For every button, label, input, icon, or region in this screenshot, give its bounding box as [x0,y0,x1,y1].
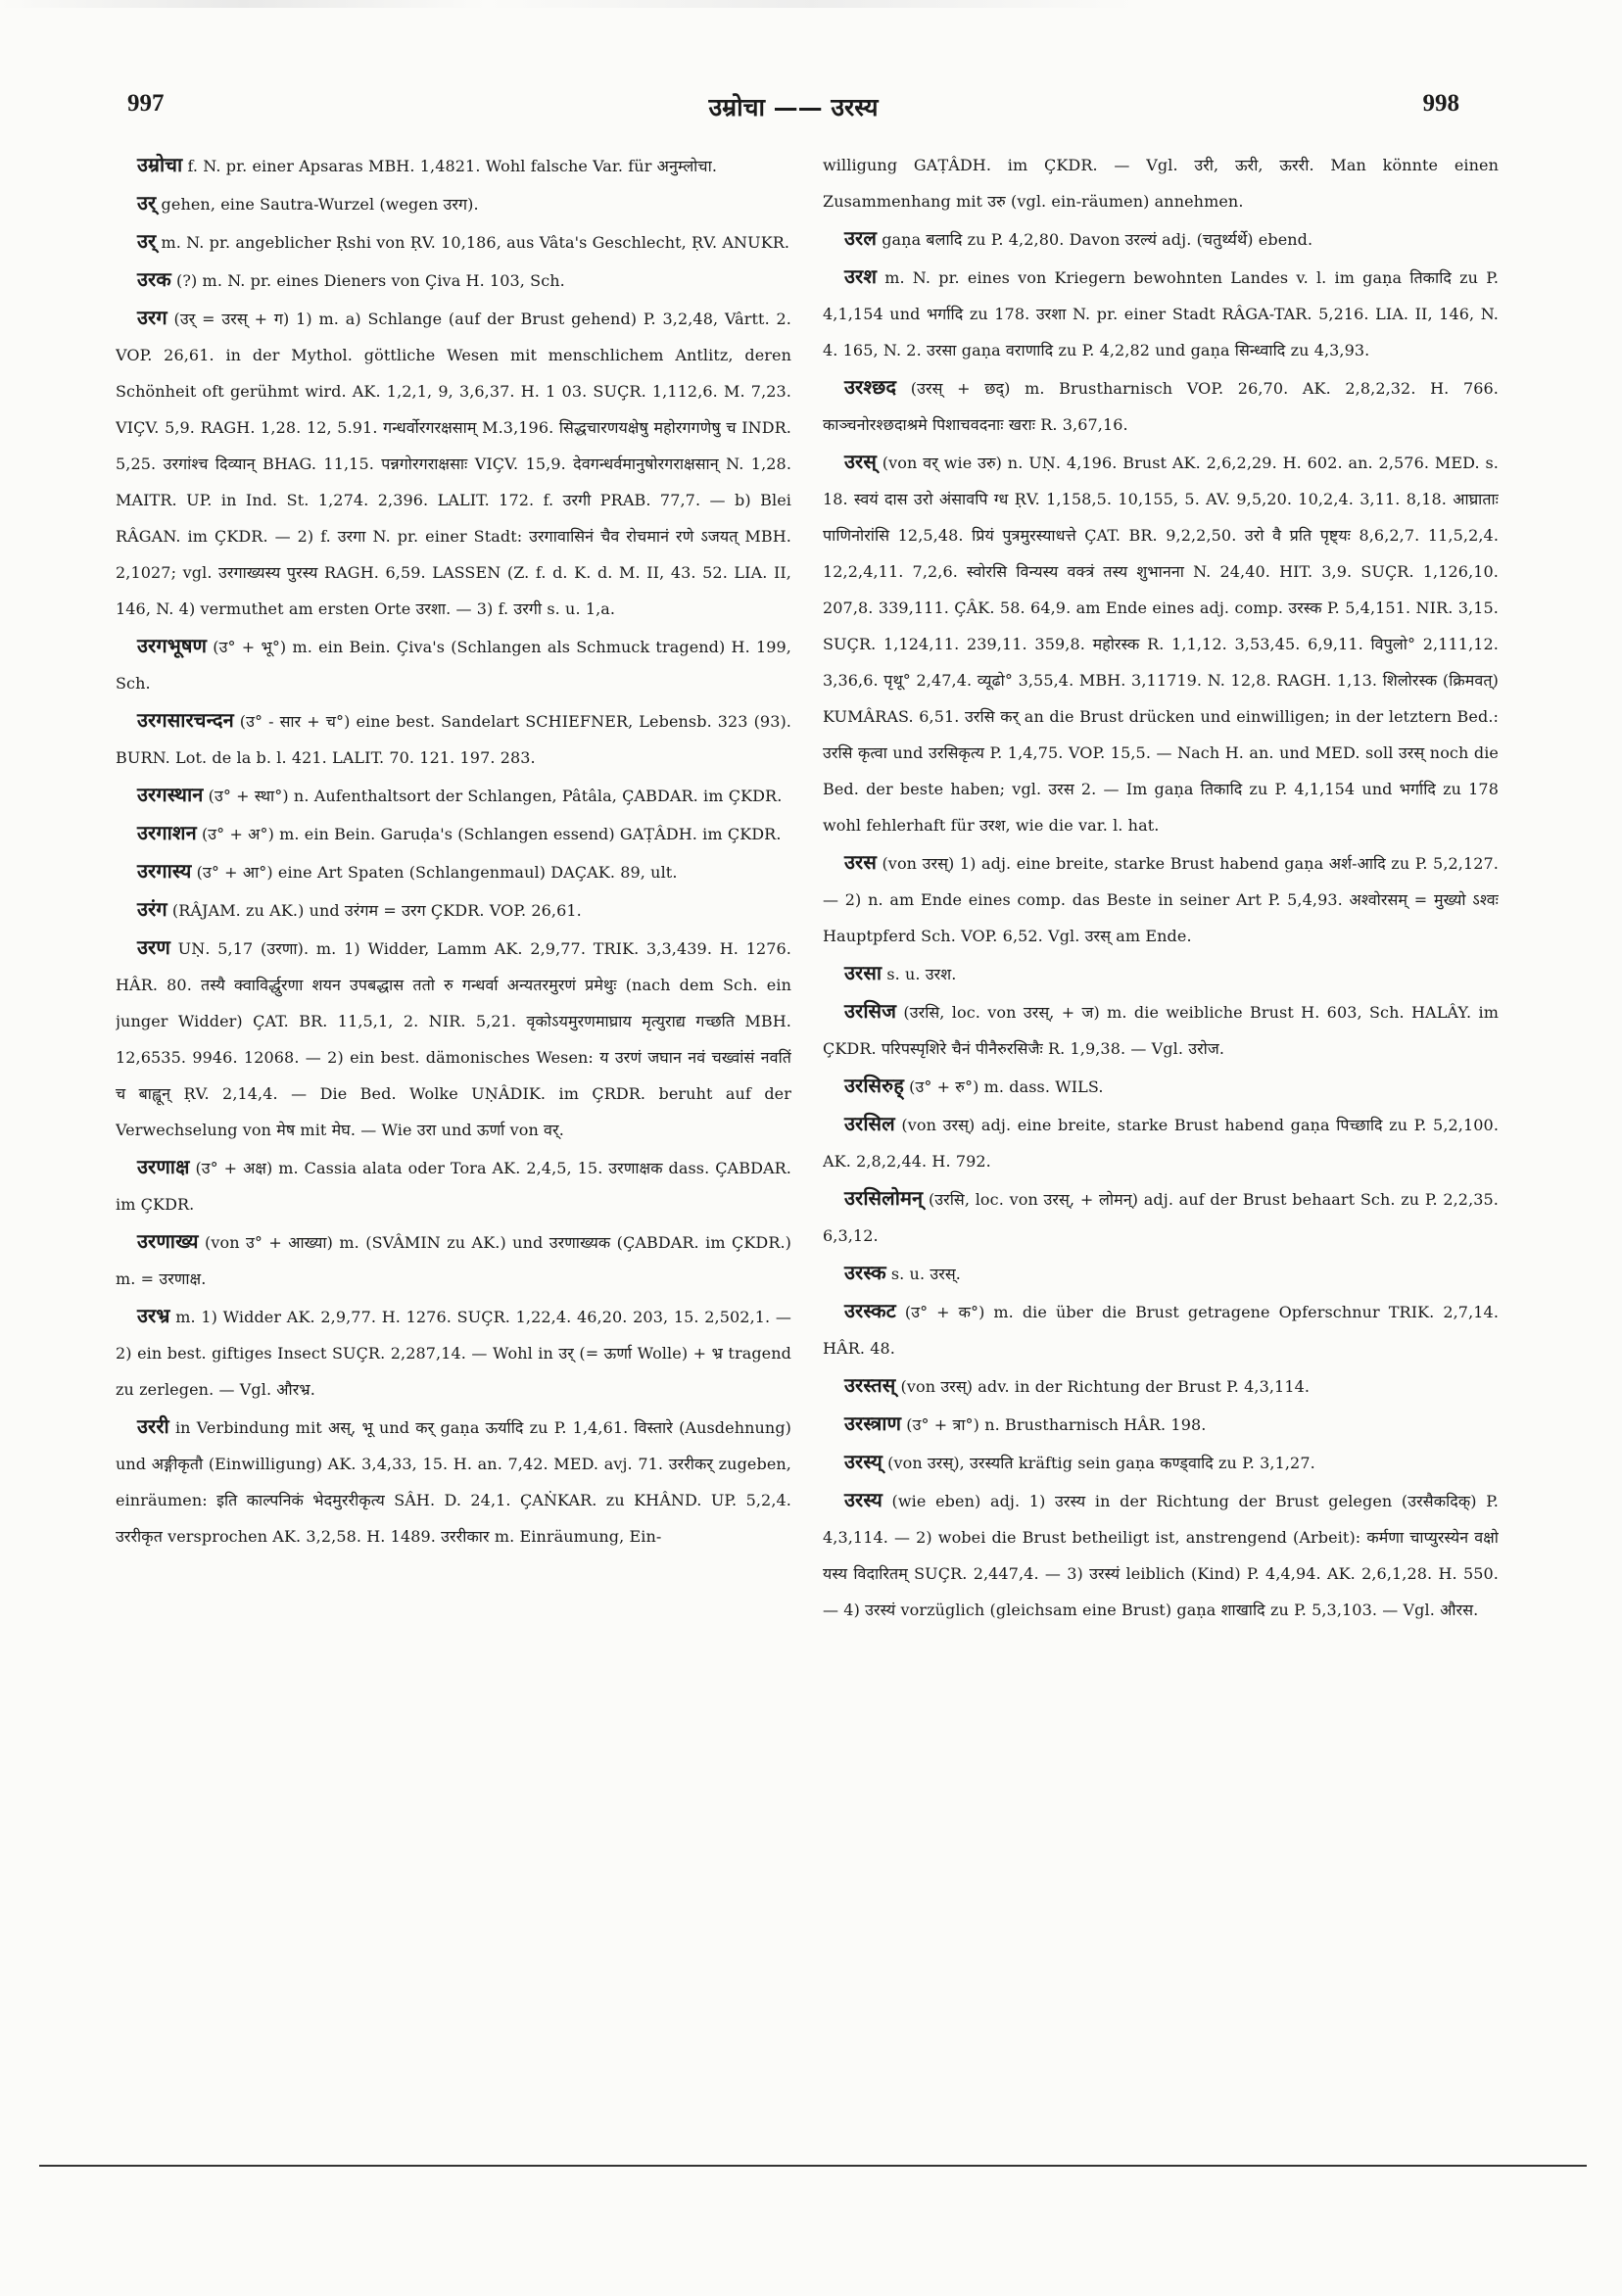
entry-text: (उ° + त्रा°) n. Brustharnisch HÂR. 198. [906,1415,1207,1434]
dictionary-entry [823,1444,1499,1481]
entry-headword: उरसिज [844,999,897,1023]
entry-headword: उरल [844,226,877,250]
entry-text: (von उ° + आख्या) m. (SVÂMIN zu AK.) und उरणाख्यक (ÇABDAR. im ÇKDR.) m. = उरणाक्ष. [116,1233,791,1288]
entry-text: (उर् = उरस् + ग) 1) m. a) Schlange (auf der Brust gehend) P. 3,2,48, Vârtt. 2. VOP. 26,61. in der Mythol. göttliche Wesen mit menschlichem Antlitz, deren Schönheit oft gerühmt wird. AK. 1,2,1, 9, 3,6,37. H. 1 03. SUÇR. 1,112,6. M. 7,23. VIÇV. 5,9. RAGH. 1,28. 12, 5.91. गन्धर्वोरगरक्षसाम् M.3,196. सिद्धचारणयक्षेषु महोरगगणेषु च INDR. 5,25. उरगांश्च दिव्यान् BHAG. 11,15. पन्नगोरगराक्षसाः VIÇV. 15,9. देवगन्धर्वमानुषोरगराक्षसान् N. 1,28. MAITR. UP. in Ind. St. 1,274. 2,396. LALIT. 172. f. उरगी PRAB. 77,7. — b) Blei RÂGAN. im ÇKDR. — 2) f. उरगा N. pr. einer Stadt: उरगावासिनं चैव रोचमानं रणे ऽजयत् MBH. 2,1027; vgl. उरगाख्यस्य पुरस्य RAGH. 6,59. LASSEN (Z. f. d. K. d. M. II, 43. 52. LIA. II, 146, N. 4) vermuthet am ersten Orte उरशा. — 3) f. उरगी s. u. 1,a. [116,310,791,618]
entry-text: (उ° + आ°) eine Art Spaten (Schlangenmaul) DAÇAK. 89, ult. [196,863,678,882]
entry-text: m. 1) Widder AK. 2,9,77. H. 1276. SUÇR. 1,22,4. 46,20. 203, 15. 2,502,1. — 2) ein best. giftiges Insect SUÇR. 2,287,14. — Wohl in उर् (= ऊर्णा Wolle) + भ्र tragend zu zerlegen. — Vgl. औरभ्र. [116,1308,791,1399]
dictionary-entry [116,185,791,222]
entry-headword: उरभ्र [137,1304,170,1327]
entry-headword: उरगस्थान [137,783,204,806]
dictionary-entry [823,955,1499,992]
dictionary-entry [823,1255,1499,1292]
entry-headword: उरस् [844,450,877,473]
left-column [116,147,791,2126]
dictionary-entry [823,993,1499,1067]
dictionary-entry [823,147,1499,219]
entry-text: (von उरस्) adj. eine breite, starke Brust habend gaṇa पिच्छादि zu P. 5,2,100. AK. 2,8,2,44. H. 792. [823,1116,1499,1171]
right-column [823,147,1499,2126]
entry-text: gaṇa बलादि zu P. 4,2,80. Davon उरल्यं adj. (चतुर्थ्यर्थे) ebend. [882,230,1313,249]
entry-text: (उरसि, loc. von उरस्, + लोमन्) adj. auf der Brust behaart Sch. zu P. 2,2,35. 6,3,12. [823,1190,1499,1245]
entry-text: s. u. उरश. [886,965,957,983]
entry-text: (उ° + रु°) m. dass. WILS. [909,1077,1104,1096]
entry-text: m. N. pr. angeblicher Ṛshi von ṚV. 10,186, aus Vâta's Geschlecht, ṚV. ANUKR. [161,233,790,252]
entry-text: s. u. उरस्. [890,1265,961,1283]
dictionary-entry [116,815,791,852]
dictionary-entry [823,259,1499,368]
entry-text: f. N. pr. einer Apsaras MBH. 1,4821. Wohl falsche Var. für अनुम्लोचा. [187,157,718,175]
dictionary-entry [823,1180,1499,1254]
right-page-number: 998 [1422,90,1459,117]
dictionary-entry [823,1106,1499,1179]
dictionary-entry [823,844,1499,954]
entry-headword: उरणाक्ष [137,1155,190,1178]
entry-headword: उरगाशन [137,821,197,844]
dictionary-entry [823,1068,1499,1105]
footer-rule [39,2165,1587,2167]
entry-text: (उ° + स्था°) n. Aufenthaltsort der Schlangen, Pâtâla, ÇABDAR. im ÇKDR. [208,787,783,805]
entry-headword: उरसिरुह् [844,1074,904,1097]
entry-headword: उर् [137,191,157,215]
entry-text: (उ° + अ°) m. ein Bein. Garuḍa's (Schlangen essend) GAṬÂDH. im ÇKDR. [201,825,782,843]
entry-headword: उरसा [844,961,883,984]
dictionary-entry [823,1406,1499,1443]
dictionary-entry [116,262,791,299]
entry-headword: उरगसारचन्दन [137,708,234,732]
left-page-number: 997 [127,90,165,117]
dictionary-entry [823,1367,1499,1405]
dictionary-entry [823,444,1499,843]
entry-headword: उरस्य [844,1488,883,1511]
dictionary-entry [116,891,791,929]
dictionary-entry [116,223,791,261]
entry-headword: उम्रोचा [137,153,183,176]
entry-text: (RÂJAM. zu AK.) und उरंगम = उरग ÇKDR. VOP. 26,61. [171,901,582,920]
entry-headword: उरस [844,850,877,874]
running-head: उम्रोचा —— उरस्य [708,93,879,121]
dictionary-entry [823,1482,1499,1628]
entry-text: (उ° + भू°) m. ein Bein. Çiva's (Schlangen als Schmuck tragend) H. 199, Sch. [116,638,791,693]
dictionary-entry [116,777,791,814]
entry-text: (?) m. N. pr. eines Dieners von Çiva H. 103, Sch. [176,271,565,290]
entry-headword: उरस्त्राण [844,1411,902,1435]
entry-text: (von उरस्), उरस्यति kräftig sein gaṇa कण्ड्वादि zu P. 3,1,27. [887,1454,1315,1472]
entry-headword: उरश्छद [844,375,897,399]
dictionary-entry [823,1293,1499,1366]
entry-text: (von उरस्) adv. in der Richtung der Brust P. 4,3,114. [900,1377,1311,1396]
entry-text: (von उरस्) 1) adj. eine breite, starke Brust habend gaṇa अर्श-आदि zu P. 5,2,127. — 2) n. am Ende eines comp. das Beste in seiner Art P. 5,4,93. अश्वोरसम् = मुख्यो ऽश्वः Hauptpferd Sch. VOP. 6,52. Vgl. उरस् am Ende. [823,854,1499,945]
entry-text: (von वर् wie उरु) n. UṆ. 4,196. Brust AK. 2,6,2,29. H. 602. an. 2,576. MED. s. 18. स्वयं दास उरो अंसावपि ग्ध ṚV. 1,158,5. 10,155, 5. AV. 9,5,20. 10,2,4. 3,11. 8,18. आघ्राताः पाणिनोरांसि 12,5,48. प्रियं पुत्रमुरस्याधत्ते ÇAT. BR. 9,2,2,50. उरो वै प्रति पृष्ट्यः 8,6,2,7. 11,5,2,4. 12,2,4,11. 7,2,6. स्वोरसि विन्यस्य वक्त्रं तस्य शुभानना N. 24,40. HIT. 3,9. SUÇR. 1,126,10. 207,8. 339,111. ÇÂK. 58. 64,9. am Ende eines adj. comp. उरस्क P. 5,4,151. NIR. 3,15. SUÇR. 1,124,11. 239,11. 359,8. महोरस्क R. 1,1,12. 3,53,45. 6,9,11. विपुलो° 2,111,12. 3,36,6. पृथू° 2,47,4. व्यूढो° 3,55,4. MBH. 3,11719. N. 12,8. RAGH. 1,13. शिलोरस्क (क्रिमवत्) KUMÂRAS. 6,51. उरसि कर् an die Brust drücken und einwilligen; in der letztern Bed.: उरसि कृत्वा und उरसिकृत्य P. 1,4,75. VOP. 15,5. — Nach H. an. und MED. soll उरस् noch die Bed. der beste haben; vgl. उरस 2. — Im gaṇa तिकादि zu P. 4,1,154 und भर्गादि zu 178 wohl fehlerhaft für उरश, wie die var. l. hat. [823,454,1499,835]
dictionary-entry [116,1223,791,1297]
entry-text: in Verbindung mit अस्, भू und कर् gaṇa ऊर्यादि zu P. 1,4,61. विस्तारे (Ausdehnung) und अङ्गीकृतौ (Einwilligung) AK. 3,4,33, 15. H. an. 7,42. MED. avj. 71. उररीकर् zugeben, einräumen: इति काल्पनिकं भेदमुररीकृत्य SÂH. D. 24,1. ÇAṄKAR. zu KHÂND. UP. 5,2,4. उररीकृत versprochen AK. 3,2,58. H. 1489. उररीकार m. Einräumung, Ein- [116,1418,791,1546]
entry-text: (उ° + क°) m. die über die Brust getragene Opferschnur TRIK. 2,7,14. HÂR. 48. [823,1303,1499,1358]
entry-text: (wie eben) adj. 1) उरस्य in der Richtung der Brust gelegen (उरसैकदिक्) P. 4,3,114. — 2) wobei die Brust betheiligt ist, anstrengend (Arbeit): कर्मणा चाप्युरस्येन वक्षो यस्य विदारितम् SUÇR. 2,447,4. — 3) उरस्यं leiblich (Kind) P. 4,4,94. AK. 2,6,1,28. H. 550. — 4) उरस्यं vorzüglich (gleichsam eine Brust) gaṇa शाखादि zu P. 5,3,103. — Vgl. औरस. [823,1492,1499,1619]
entry-text: willigung GAṬÂDH. im ÇKDR. — Vgl. उरी, ऊरी, ऊररी. Man könnte einen Zusammenhang mit उरु (vgl. ein-räumen) annehmen. [823,156,1499,211]
dictionary-entry [116,147,791,184]
entry-text: (उरसि, loc. von उरस्, + ज) m. die weibliche Brust H. 603, Sch. HALÂY. im ÇKDR. परिपस्पृशिरे चैनं पीनैरुरसिजैः R. 1,9,38. — Vgl. उरोज. [823,1003,1499,1058]
dictionary-entry [116,1149,791,1222]
dictionary-entry [116,930,791,1148]
entry-headword: उरसिल [844,1112,895,1135]
entry-headword: उरक [137,267,171,291]
entry-headword: उर् [137,229,157,253]
entry-headword: उररी [137,1414,169,1438]
dictionary-entry [116,1298,791,1408]
entry-headword: उरस्कट [844,1299,896,1322]
entry-headword: उरसिलोमन् [844,1186,924,1210]
dictionary-entry [116,628,791,701]
dictionary-entry [823,220,1499,258]
entry-headword: उरणाख्य [137,1229,199,1253]
page-header [127,90,1459,129]
entry-headword: उरगास्य [137,859,192,883]
dictionary-entry [823,369,1499,443]
entry-text: (उ° - सार + च°) eine best. Sandelart SCHIEFNER, Lebensb. 323 (93). BURN. Lot. de la b. l. 421. LALIT. 70. 121. 197. 283. [116,712,791,767]
dictionary-entry [116,853,791,890]
entry-headword: उरस्य् [844,1450,883,1473]
entry-headword: उरंग [137,897,167,921]
dictionary-entry [116,300,791,627]
entry-text: gehen, eine Sautra-Wurzel (wegen उरग). [161,195,479,214]
entry-text: (उ° + अक्ष) m. Cassia alata oder Tora AK. 2,4,5, 15. उरणाक्षक dass. ÇABDAR. im ÇKDR. [116,1159,791,1214]
entry-headword: उरश [844,264,878,288]
entry-headword: उरस्तस् [844,1373,896,1397]
entry-headword: उरस्क [844,1261,886,1284]
entry-text: UṆ. 5,17 (उरणा). m. 1) Widder, Lamm AK. 2,9,77. TRIK. 3,3,439. H. 1276. HÂR. 80. तस्यै क्वाविर्द्धुरणा शयन उपबद्धास ततो रु गन्धर्वा अन्यतरमुरणं प्रमेथुः (nach dem Sch. ein junger Widder) ÇAT. BR. 11,5,1, 2. NIR. 5,21. वृकोऽयमुरणमाघ्राय मृत्युराद्य गच्छति MBH. 12,6535. 9946. 12068. — 2) ein best. dämonisches Wesen: य उरणं जघान नवं चख्वांसं नवतिं च बाह्वून् ṚV. 2,14,4. — Die Bed. Wolke UṆÂDIK. im ÇRDR. beruht auf der Verwechselung von मेष mit मेघ. — Wie उरा und ऊर्णा von वर्. [116,939,791,1139]
dictionary-entry [116,1409,791,1555]
entry-text: m. N. pr. eines von Kriegern bewohnten Landes v. l. im gaṇa तिकादि zu P. 4,1,154 und भर्गादि zu 178. उरशा N. pr. einer Stadt RÂGA-TAR. 5,216. LIA. II, 146, N. 4. 165, N. 2. उरसा gaṇa वराणादि zu P. 4,2,82 und gaṇa सिन्ध्वादि zu 4,3,93. [823,268,1499,359]
entry-headword: उरगभूषण [137,634,208,657]
scan-artifact [0,0,1622,8]
dictionary-entry [116,702,791,776]
entry-text: (उरस् + छद्) m. Brustharnisch VOP. 26,70. AK. 2,8,2,32. H. 766. काञ्चनोरश्छदाश्रमे पिशाचवदनाः खराः R. 3,67,16. [823,379,1499,434]
entry-headword: उरण [137,935,170,959]
entry-headword: उरग [137,306,167,329]
